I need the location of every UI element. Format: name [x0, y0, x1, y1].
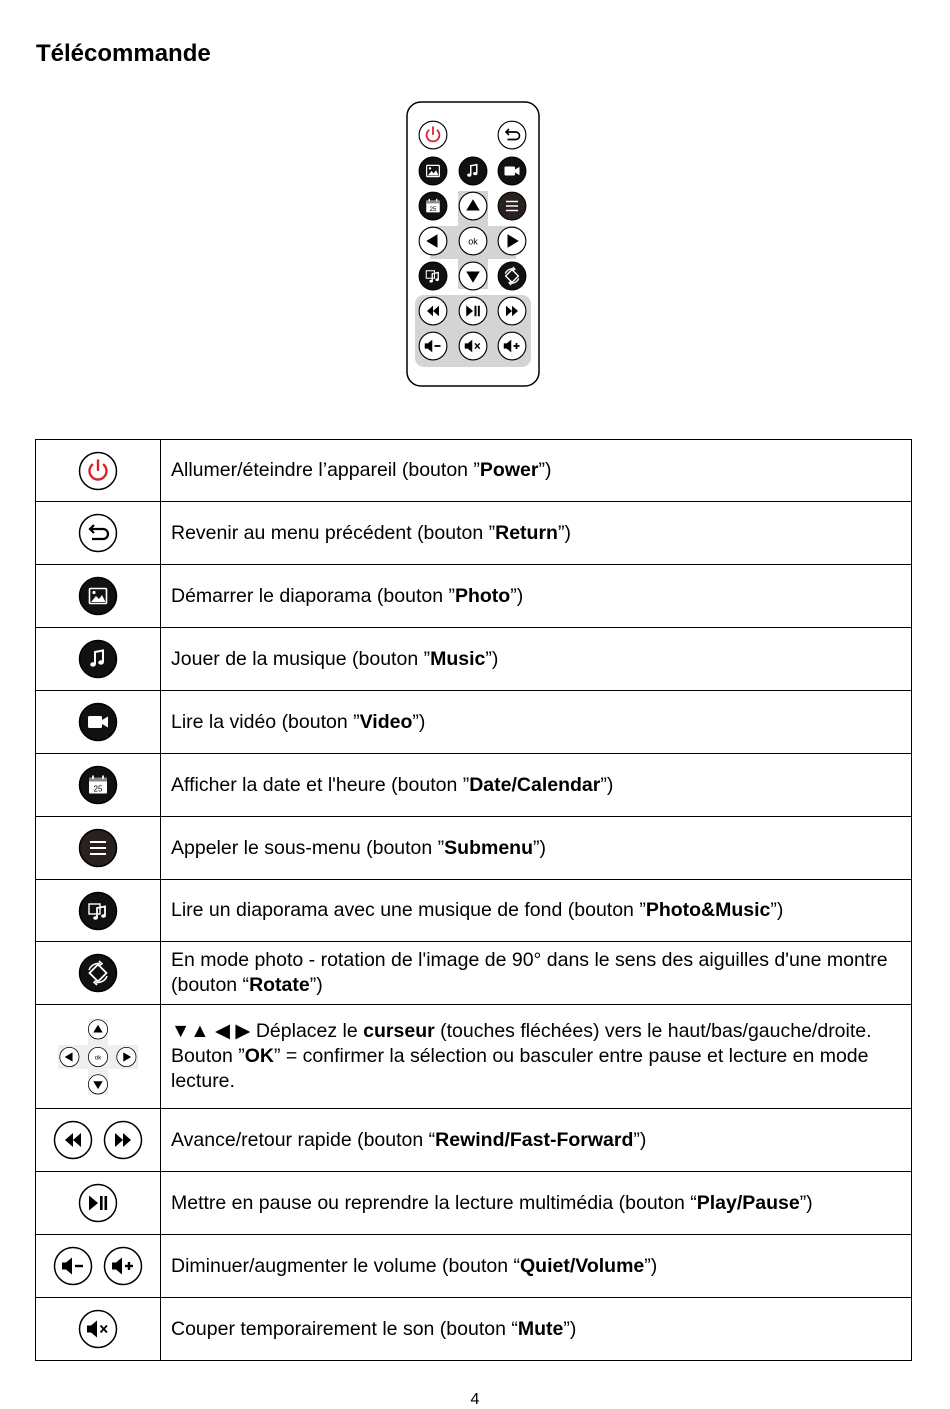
volume-down-icon [419, 332, 447, 360]
volume-up-icon [498, 332, 526, 360]
description-text: En mode photo - rotation de l'image de 90° dans le sens des aiguilles d'une montre (bouton “ [171, 949, 888, 996]
button-name: Photo&Music [645, 899, 771, 921]
photo-music-icon [78, 891, 118, 931]
description-cell [161, 1298, 912, 1361]
description-cell [161, 880, 912, 942]
description-cell [161, 565, 912, 628]
table-row [36, 565, 912, 628]
mute-icon [459, 332, 487, 360]
calendar-icon [78, 765, 118, 805]
table-row [36, 1172, 912, 1235]
remote-control-illustration [406, 101, 542, 389]
ok-icon [88, 1047, 107, 1066]
table-row [36, 1109, 912, 1172]
arrow-up-icon [88, 1019, 107, 1038]
description-text: Démarrer le diaporama (bouton ” [171, 584, 455, 607]
button-name: Rewind/Fast-Forward [435, 1128, 634, 1151]
description-cell [161, 1005, 912, 1109]
button-name: Power [479, 459, 539, 481]
table-row [36, 880, 912, 942]
table-row [36, 691, 912, 754]
arrow-right-icon [117, 1047, 136, 1066]
volume-down-icon [53, 1246, 93, 1286]
description-text: ”) [633, 1128, 647, 1151]
icon-cell [36, 565, 161, 628]
button-name: Mute [517, 1317, 564, 1340]
description-text: Couper temporairement le son (bouton “ [171, 1317, 518, 1340]
svg-text:ok: ok [468, 236, 478, 247]
rewind-icon [419, 297, 447, 325]
function-table [35, 439, 912, 1361]
music-icon [459, 157, 487, 185]
button-name: Play/Pause [696, 1191, 800, 1214]
return-icon [78, 513, 118, 553]
arrow-down-icon [88, 1074, 107, 1093]
icon-cell [36, 502, 161, 565]
description-cell [161, 440, 912, 502]
volume-up-icon [103, 1246, 143, 1286]
description-text: ”) [799, 1191, 813, 1214]
ok-icon [459, 227, 487, 255]
photo-music-icon [419, 262, 447, 290]
submenu-icon [78, 828, 118, 868]
description-cell [161, 1109, 912, 1172]
video-icon [78, 702, 118, 742]
table-row [36, 754, 912, 817]
icon-cell [36, 440, 161, 502]
table-row [36, 628, 912, 691]
icon-cell [36, 880, 161, 942]
arrow-down-icon [459, 262, 487, 290]
description-cell [161, 942, 912, 1005]
description-text: Mettre en pause ou reprendre la lecture multimédia (bouton “ [171, 1191, 697, 1214]
photo-icon [419, 157, 447, 185]
description-cell [161, 691, 912, 754]
description-text: Jouer de la musique (bouton ” [171, 647, 431, 670]
description-text: ”) [557, 521, 571, 544]
icon-cell [36, 754, 161, 817]
description-text: ”) [510, 584, 524, 607]
button-name: Quiet/Volume [520, 1254, 645, 1277]
arrow-right-icon [498, 227, 526, 255]
description-cell [161, 817, 912, 880]
table-row [36, 502, 912, 565]
button-name: curseur [363, 1020, 435, 1042]
button-name: Return [495, 521, 558, 544]
button-name: OK [244, 1045, 274, 1067]
description-text: ” = confirmer la sélection ou basculer entre pause et lecture en mode lecture. [171, 1045, 869, 1092]
svg-text:25: 25 [93, 784, 103, 794]
music-icon [78, 639, 118, 679]
rotate-icon [78, 953, 118, 993]
arrow-up-icon [459, 192, 487, 220]
description-text: Appeler le sous-menu (bouton ” [171, 836, 445, 859]
description-cell [161, 1235, 912, 1298]
description-text: Revenir au menu précédent (bouton ” [171, 521, 496, 544]
description-text: ”) [563, 1317, 577, 1340]
icon-cell [36, 1235, 161, 1298]
icon-cell [36, 1005, 161, 1109]
button-name: Submenu [444, 836, 533, 859]
icon-cell [36, 691, 161, 754]
description-cell [161, 628, 912, 691]
video-icon [498, 157, 526, 185]
table-row [36, 440, 912, 502]
description-text: ”) [412, 710, 426, 733]
description-cell [161, 502, 912, 565]
icon-cell [36, 1172, 161, 1235]
icon-cell [36, 817, 161, 880]
power-icon [419, 121, 447, 149]
power-icon [78, 451, 118, 491]
description-text: Lire la vidéo (bouton ” [171, 710, 360, 733]
submenu-icon [498, 192, 526, 220]
table-row [36, 1005, 912, 1109]
description-text: ▼▲ ◀ ▶ Déplacez le [171, 1020, 364, 1042]
play-pause-icon [459, 297, 487, 325]
description-text: Afficher la date et l'heure (bouton ” [171, 773, 470, 796]
page-title: Télécommande [36, 40, 211, 67]
icon-cell [36, 1298, 161, 1361]
button-name: Video [359, 710, 413, 733]
calendar-icon [419, 192, 447, 220]
table-row [36, 817, 912, 880]
page-number: 4 [470, 1391, 480, 1408]
description-text: ”) [600, 773, 614, 796]
description-text: ”) [309, 974, 323, 996]
table-row [36, 942, 912, 1005]
table-row [36, 1298, 912, 1361]
description-text: ”) [533, 836, 546, 859]
description-text: ”) [644, 1254, 658, 1277]
button-name: Date/Calendar [469, 773, 601, 796]
dpad-icon [56, 1017, 140, 1097]
description-cell [161, 1172, 912, 1235]
rewind-icon [53, 1120, 93, 1160]
photo-icon [78, 576, 118, 616]
return-icon [498, 121, 526, 149]
svg-text:25: 25 [429, 206, 437, 213]
icon-cell [36, 942, 161, 1005]
button-name: Rotate [249, 974, 310, 996]
table-row [36, 1235, 912, 1298]
description-cell [161, 754, 912, 817]
description-text: ”) [770, 899, 784, 921]
icon-cell [36, 628, 161, 691]
description-text: (touches fléchées) vers le haut/bas/gauche/droite. Bouton ” [171, 1020, 872, 1067]
description-text: Diminuer/augmenter le volume (bouton “ [171, 1254, 521, 1277]
rotate-icon [498, 262, 526, 290]
icon-cell [36, 1109, 161, 1172]
svg-text:ok: ok [94, 1053, 102, 1061]
description-text: Avance/retour rapide (bouton “ [171, 1128, 436, 1151]
arrow-left-icon [419, 227, 447, 255]
fast-forward-icon [103, 1120, 143, 1160]
arrow-left-icon [60, 1047, 79, 1066]
description-text: ”) [485, 647, 499, 670]
description-text: ”) [538, 459, 552, 481]
button-name: Photo [454, 584, 511, 607]
description-text: Lire un diaporama avec une musique de fond (bouton ” [171, 899, 646, 921]
button-name: Music [430, 647, 486, 670]
play-pause-icon [78, 1183, 118, 1223]
description-text: Allumer/éteindre l’appareil (bouton ” [171, 459, 480, 481]
fast-forward-icon [498, 297, 526, 325]
mute-icon [78, 1309, 118, 1349]
